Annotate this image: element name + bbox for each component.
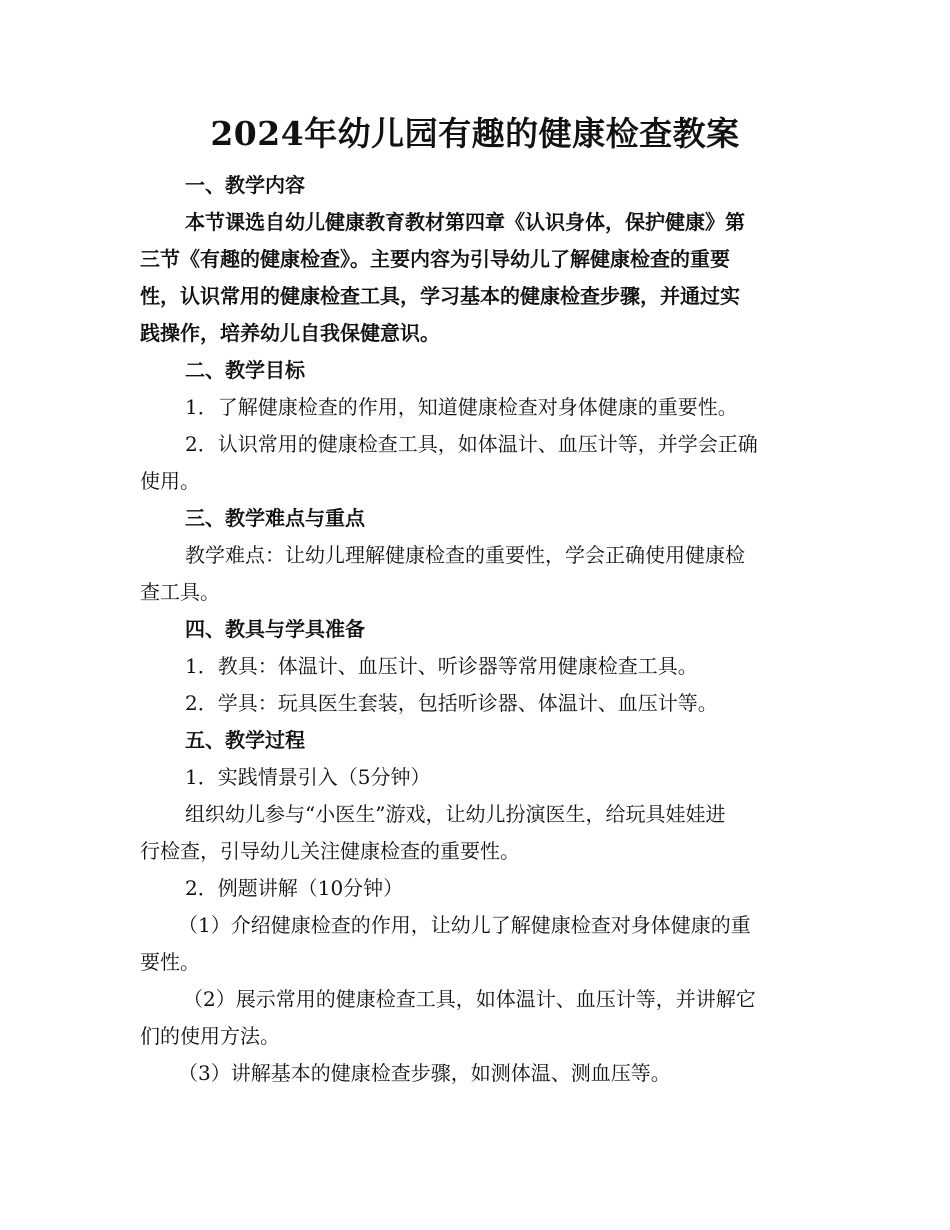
paragraph-line: 本节课选自幼儿健康教育教材第四章《认识身体，保护健康》第 [185,210,745,234]
list-item: 2．认识常用的健康检查工具，如体温计、血压计等，并学会正确 [185,432,758,456]
list-item: 1．教具：体温计、血压计、听诊器等常用健康检查工具。 [185,654,698,678]
sub-list-item: （3）讲解基本的健康检查步骤，如测体温、测血压等。 [178,1061,671,1085]
page-title: 2024年幼儿园有趣的健康检查教案 [210,114,740,153]
sub-list-item: （2）展示常用的健康检查工具，如体温计、血压计等，并讲解它 [183,987,756,1011]
list-item: 1．了解健康检查的作用，知道健康检查对身体健康的重要性。 [185,395,738,419]
paragraph-line: 行检查，引导幼儿关注健康检查的重要性。 [140,839,520,863]
paragraph-line: 性，认识常用的健康检查工具，学习基本的健康检查步骤，并通过实 [140,284,740,308]
list-item: 2．学具：玩具医生套装，包括听诊器、体温计、血压计等。 [185,691,718,715]
section-heading-teaching-goals: 二、教学目标 [185,358,305,382]
paragraph-line: 组织幼儿参与“小医生”游戏，让幼儿扮演医生，给玩具娃娃进 [185,802,726,826]
list-item: 1．实践情景引入（5分钟） [185,765,431,789]
paragraph-line: 践操作，培养幼儿自我保健意识。 [140,321,440,345]
paragraph-line: 查工具。 [140,580,220,604]
sub-list-item: （1）介绍健康检查的作用，让幼儿了解健康检查对身体健康的重 [178,913,751,937]
list-item-continuation: 使用。 [140,469,200,493]
paragraph-line: 三节《有趣的健康检查》。主要内容为引导幼儿了解健康检查的重要 [140,247,730,271]
section-heading-difficulties: 三、教学难点与重点 [185,506,365,530]
sub-list-item-continuation: 要性。 [140,950,200,974]
section-heading-teaching-content: 一、教学内容 [185,173,305,197]
sub-list-item-continuation: 们的使用方法。 [140,1024,280,1048]
section-heading-materials: 四、教具与学具准备 [185,617,365,641]
paragraph-line: 教学难点：让幼儿理解健康检查的重要性，学会正确使用健康检 [185,543,745,567]
list-item: 2．例题讲解（10分钟） [185,876,404,900]
section-heading-process: 五、教学过程 [185,728,305,752]
